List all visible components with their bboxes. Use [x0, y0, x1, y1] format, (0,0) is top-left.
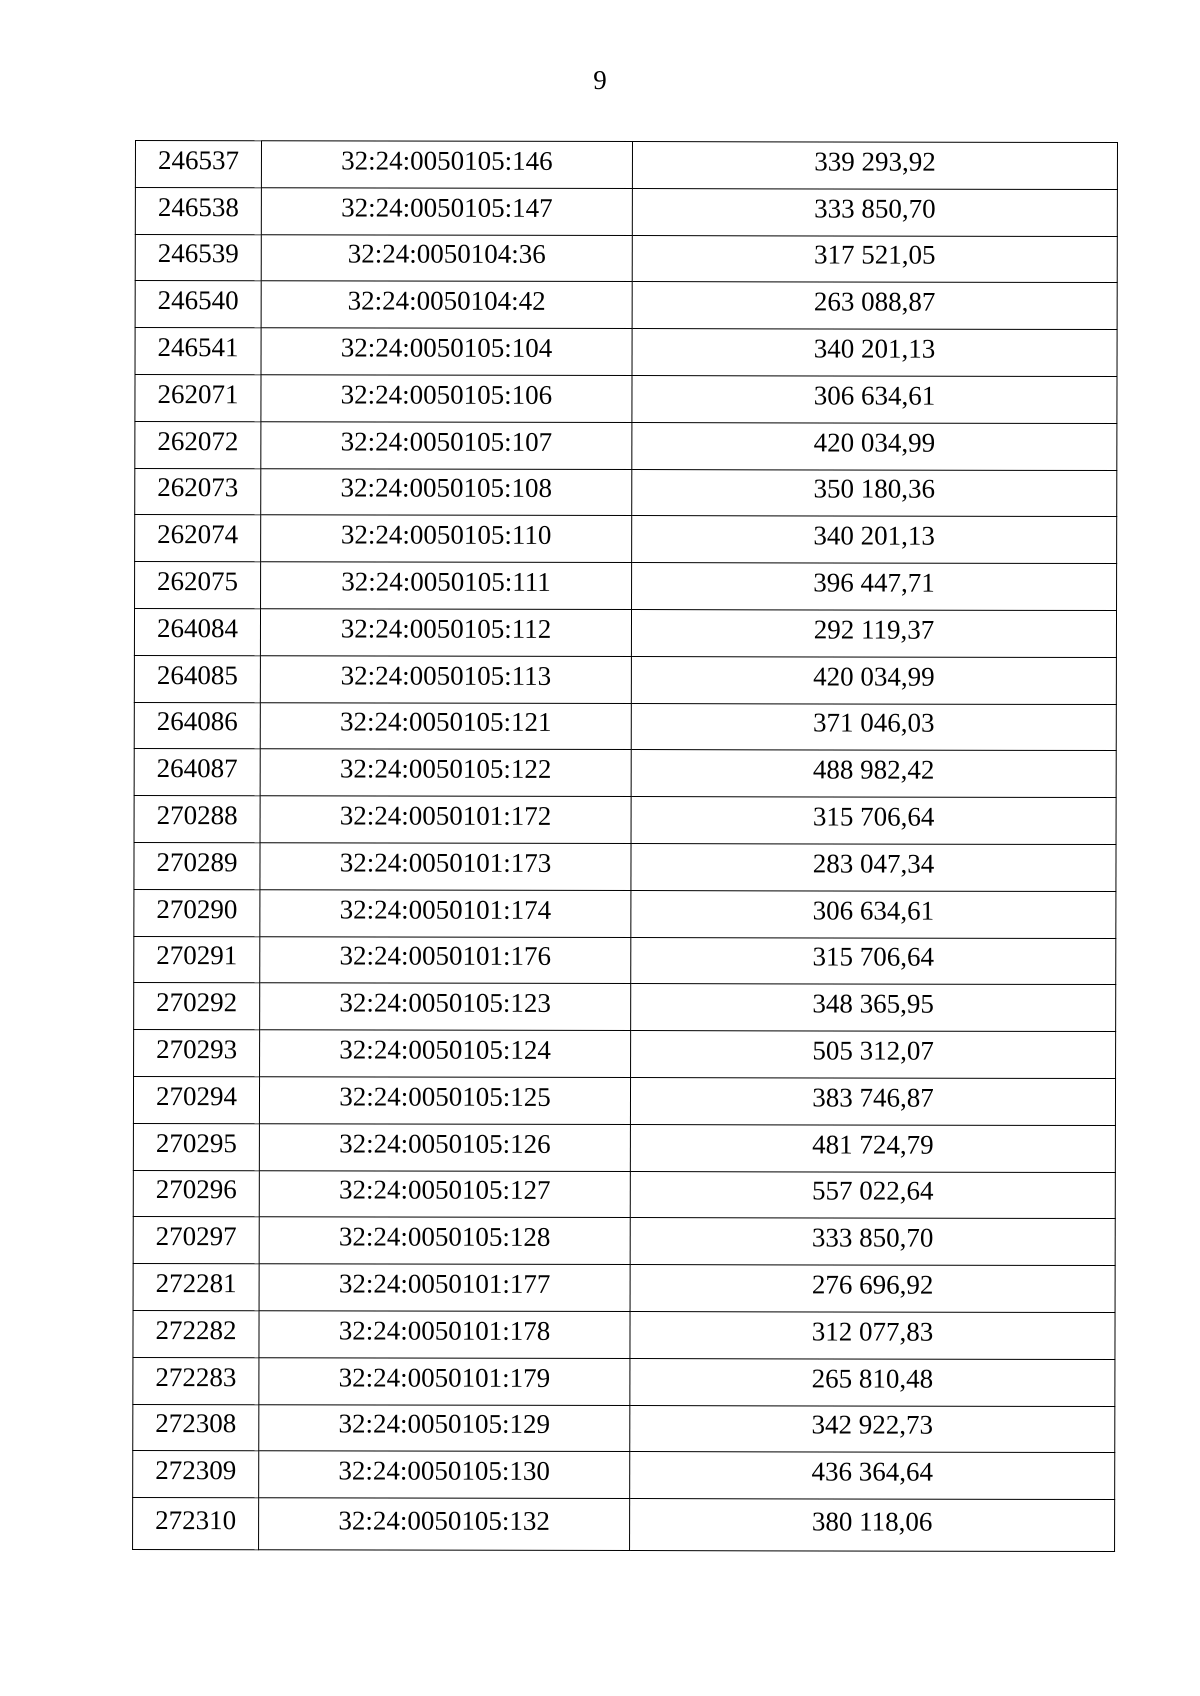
cadastral-value-cell: 342 922,73 — [630, 1405, 1115, 1453]
table-row — [134, 1030, 1116, 1079]
table-row — [133, 1404, 1115, 1453]
row-number-cell: 270296 — [133, 1170, 259, 1217]
table-row — [135, 141, 1117, 190]
table-row — [133, 1264, 1115, 1313]
cadastral-number-cell: 32:24:0050105:121 — [260, 702, 631, 750]
cadastral-value-cell: 306 634,61 — [631, 890, 1116, 938]
cadastral-number-cell: 32:24:0050105:122 — [260, 749, 631, 797]
cadastral-number-cell: 32:24:0050105:126 — [259, 1123, 630, 1171]
cadastral-number-cell: 32:24:0050105:111 — [261, 562, 632, 610]
table-row — [134, 749, 1116, 798]
cadastral-number-cell: 32:24:0050105:110 — [261, 515, 632, 563]
row-number-cell: 246539 — [135, 234, 261, 281]
table-row — [135, 281, 1117, 330]
cadastral-value-cell: 317 521,05 — [632, 235, 1117, 283]
cadastral-number-cell: 32:24:0050105:146 — [261, 141, 632, 189]
table-row — [133, 1217, 1115, 1266]
table-row — [133, 1170, 1115, 1219]
cadastral-value-cell: 333 850,70 — [632, 188, 1117, 236]
row-number-cell: 270295 — [133, 1123, 259, 1170]
cadastral-number-cell: 32:24:0050105:106 — [261, 375, 632, 423]
table-row — [135, 374, 1117, 423]
row-number-cell: 270294 — [133, 1076, 259, 1123]
table-row — [133, 1498, 1115, 1552]
table-row — [134, 842, 1116, 891]
page-number: 9 — [593, 65, 607, 95]
cadastral-number-cell: 32:24:0050105:128 — [259, 1217, 630, 1265]
row-number-cell: 272310 — [133, 1498, 259, 1550]
cadastral-value-cell: 383 746,87 — [630, 1077, 1115, 1125]
table-row — [135, 234, 1117, 283]
cadastral-value-cell: 348 365,95 — [631, 984, 1116, 1032]
cadastral-value-cell: 481 724,79 — [630, 1124, 1115, 1172]
cadastral-value-cell: 283 047,34 — [631, 843, 1116, 891]
row-number-cell: 262075 — [135, 562, 261, 609]
table-row — [134, 608, 1116, 657]
cadastral-number-cell: 32:24:0050105:124 — [260, 1030, 631, 1078]
cadastral-number-cell: 32:24:0050105:123 — [260, 983, 631, 1031]
cadastral-number-cell: 32:24:0050105:108 — [261, 468, 632, 516]
table-row — [135, 562, 1117, 611]
row-number-cell: 262071 — [135, 374, 261, 421]
cadastral-number-cell: 32:24:0050104:42 — [261, 281, 632, 329]
row-number-cell: 246537 — [135, 141, 261, 188]
cadastral-value-cell: 557 022,64 — [630, 1171, 1115, 1219]
cadastral-value-cell: 292 119,37 — [631, 610, 1116, 658]
row-number-cell: 272309 — [133, 1451, 259, 1498]
cadastral-number-cell: 32:24:0050105:125 — [259, 1077, 630, 1125]
cadastral-number-cell: 32:24:0050105:113 — [260, 656, 631, 704]
row-number-cell: 246538 — [135, 187, 261, 234]
table-row — [135, 187, 1117, 236]
row-number-cell: 246541 — [135, 328, 261, 375]
row-number-cell: 270291 — [134, 936, 260, 983]
row-number-cell: 262073 — [135, 468, 261, 515]
row-number-cell: 270290 — [134, 889, 260, 936]
cadastral-number-cell: 32:24:0050105:132 — [259, 1498, 630, 1551]
cadastral-value-cell: 488 982,42 — [631, 750, 1116, 798]
cadastral-number-cell: 32:24:0050105:147 — [261, 188, 632, 236]
cadastral-value-cell: 371 046,03 — [631, 703, 1116, 751]
row-number-cell: 270292 — [134, 983, 260, 1030]
table-row — [134, 655, 1116, 704]
row-number-cell: 270293 — [134, 1030, 260, 1077]
cadastral-value-cell: 505 312,07 — [631, 1031, 1116, 1079]
cadastral-number-cell: 32:24:0050105:130 — [259, 1451, 630, 1499]
cadastral-number-cell: 32:24:0050101:177 — [259, 1264, 630, 1312]
cadastral-number-cell: 32:24:0050105:107 — [261, 422, 632, 470]
cadastral-number-cell: 32:24:0050105:112 — [260, 609, 631, 657]
cadastral-value-cell: 340 201,13 — [632, 516, 1117, 564]
row-number-cell: 272281 — [133, 1264, 259, 1311]
cadastral-value-cell: 396 447,71 — [632, 563, 1117, 611]
cadastral-number-cell: 32:24:0050101:176 — [260, 936, 631, 984]
row-number-cell: 272308 — [133, 1404, 259, 1451]
row-number-cell: 272282 — [133, 1310, 259, 1357]
cadastral-value-cell: 265 810,48 — [630, 1358, 1115, 1406]
cadastral-value-cell: 315 706,64 — [631, 937, 1116, 985]
table-row — [135, 468, 1117, 517]
cadastral-value-cell: 276 696,92 — [630, 1265, 1115, 1313]
cadastral-value-cell: 380 118,06 — [630, 1499, 1115, 1552]
cadastral-number-cell: 32:24:0050105:129 — [259, 1404, 630, 1452]
cadastral-value-cell: 333 850,70 — [630, 1218, 1115, 1266]
row-number-cell: 264084 — [134, 608, 260, 655]
cadastral-value-cell: 339 293,92 — [632, 142, 1117, 190]
cadastral-number-cell: 32:24:0050101:179 — [259, 1357, 630, 1405]
row-number-cell: 272283 — [133, 1357, 259, 1404]
row-number-cell: 246540 — [135, 281, 261, 328]
table-row — [133, 1076, 1115, 1125]
table-row — [134, 702, 1116, 751]
table-row — [135, 328, 1117, 377]
cadastral-value-cell: 350 180,36 — [632, 469, 1117, 517]
table-body — [133, 141, 1118, 1552]
table-row — [133, 1310, 1115, 1359]
table-row — [133, 1357, 1115, 1406]
cadastral-value-cell: 340 201,13 — [632, 329, 1117, 377]
row-number-cell: 270297 — [133, 1217, 259, 1264]
row-number-cell: 264086 — [134, 702, 260, 749]
cadastral-value-cell: 436 364,64 — [630, 1452, 1115, 1500]
row-number-cell: 270289 — [134, 842, 260, 889]
table-row — [133, 1451, 1115, 1500]
row-number-cell: 262072 — [135, 421, 261, 468]
cadastral-number-cell: 32:24:0050101:178 — [259, 1311, 630, 1359]
cadastral-value-cell: 306 634,61 — [632, 376, 1117, 424]
table-row — [135, 515, 1117, 564]
cadastral-number-cell: 32:24:0050101:174 — [260, 890, 631, 938]
cadastral-number-cell: 32:24:0050105:127 — [259, 1170, 630, 1218]
cadastral-value-cell: 420 034,99 — [632, 422, 1117, 470]
table-row — [135, 421, 1117, 470]
cadastral-value-cell: 263 088,87 — [632, 282, 1117, 330]
table-row — [134, 983, 1116, 1032]
cadastral-value-cell: 315 706,64 — [631, 797, 1116, 845]
row-number-cell: 262074 — [135, 515, 261, 562]
table-row — [134, 796, 1116, 845]
row-number-cell: 270288 — [134, 796, 260, 843]
table-row — [134, 936, 1116, 985]
cadastral-number-cell: 32:24:0050104:36 — [261, 234, 632, 282]
table-row — [133, 1123, 1115, 1172]
row-number-cell: 264085 — [134, 655, 260, 702]
cadastral-number-cell: 32:24:0050101:172 — [260, 796, 631, 844]
cadastral-value-table — [132, 140, 1118, 1552]
row-number-cell: 264087 — [134, 749, 260, 796]
cadastral-number-cell: 32:24:0050105:104 — [261, 328, 632, 376]
cadastral-value-cell: 312 077,83 — [630, 1311, 1115, 1359]
cadastral-value-cell: 420 034,99 — [631, 656, 1116, 704]
table-row — [134, 889, 1116, 938]
cadastral-number-cell: 32:24:0050101:173 — [260, 843, 631, 891]
